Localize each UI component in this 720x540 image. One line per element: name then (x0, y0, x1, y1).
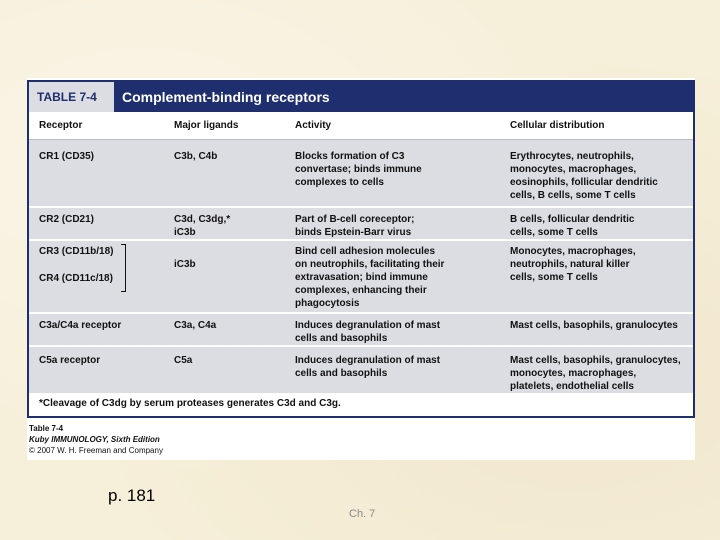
table-footnote: *Cleavage of C3dg by serum proteases generates C3d and C3g. (39, 398, 341, 409)
receptor-cell: CR1 (CD35) (39, 151, 95, 162)
table-header-row (29, 112, 693, 140)
ligands-cell: C3b, C4b (174, 151, 218, 162)
table-row (29, 312, 693, 347)
page-number: p. 181 (108, 486, 156, 505)
activity-cell: Bind cell adhesion molecules on neutrophils, facilitating their extravasation; bind immune complexes, enhancing their phagocytosis (295, 246, 445, 309)
activity-cell: Induces degranulation of mast cells and basophils (295, 355, 441, 379)
ligands-cell: C3a, C4a (174, 320, 217, 331)
activity-cell: Part of B-cell coreceptor; binds Epstein-Barr virus (295, 214, 415, 238)
ligands-cell: iC3b (174, 259, 196, 270)
receptor-bracket (121, 244, 126, 292)
header-major-ligands: Major ligands (174, 120, 239, 131)
activity-cell: Induces degranulation of mast cells and basophils (295, 320, 441, 344)
table-figure (27, 78, 695, 460)
distribution-cell: Erythrocytes, neutrophils, monocytes, macrophages, eosinophils, follicular dendritic cells, B cells, some T cells (510, 151, 658, 201)
figure-caption-source: Kuby IMMUNOLOGY, Sixth Edition (29, 435, 160, 444)
figure-caption-title: Table 7-4 (29, 424, 64, 433)
receptor-cell: CR2 (CD21) (39, 214, 95, 225)
header-activity: Activity (295, 120, 332, 131)
distribution-cell: Monocytes, macrophages, neutrophils, natural killer cells, some T cells (510, 246, 636, 283)
receptor-cell: C3a/C4a receptor (39, 320, 122, 331)
table-row (29, 140, 693, 206)
table-row (29, 239, 693, 314)
table-row (29, 345, 693, 395)
receptor-cell: C5a receptor (39, 355, 101, 366)
header-cellular-distribution: Cellular distribution (510, 120, 605, 131)
receptor-cell-b: CR4 (CD11c/18) (39, 273, 113, 284)
ligands-cell: C3d, C3dg,* iC3b (174, 214, 231, 238)
table-tag: TABLE 7-4 (29, 82, 114, 112)
distribution-cell: B cells, follicular dendritic cells, some T cells (510, 214, 635, 238)
table-title-bar (29, 82, 693, 112)
table-footnote-row (29, 393, 693, 416)
table-title: Complement-binding receptors (122, 89, 330, 105)
distribution-cell: Mast cells, basophils, granulocytes (510, 320, 678, 331)
distribution-cell: Mast cells, basophils, granulocytes, monocytes, macrophages, platelets, endothelial cells (510, 355, 681, 392)
header-receptor: Receptor (39, 120, 83, 131)
table-row (29, 206, 693, 241)
chapter-label: Ch. 7 (349, 508, 376, 520)
figure-caption-copyright: © 2007 W. H. Freeman and Company (29, 446, 163, 455)
receptor-table (27, 80, 695, 418)
receptor-cell: CR3 (CD11b/18) (39, 246, 114, 257)
activity-cell: Blocks formation of C3 convertase; binds immune complexes to cells (295, 151, 422, 188)
ligands-cell: C5a (174, 355, 193, 366)
